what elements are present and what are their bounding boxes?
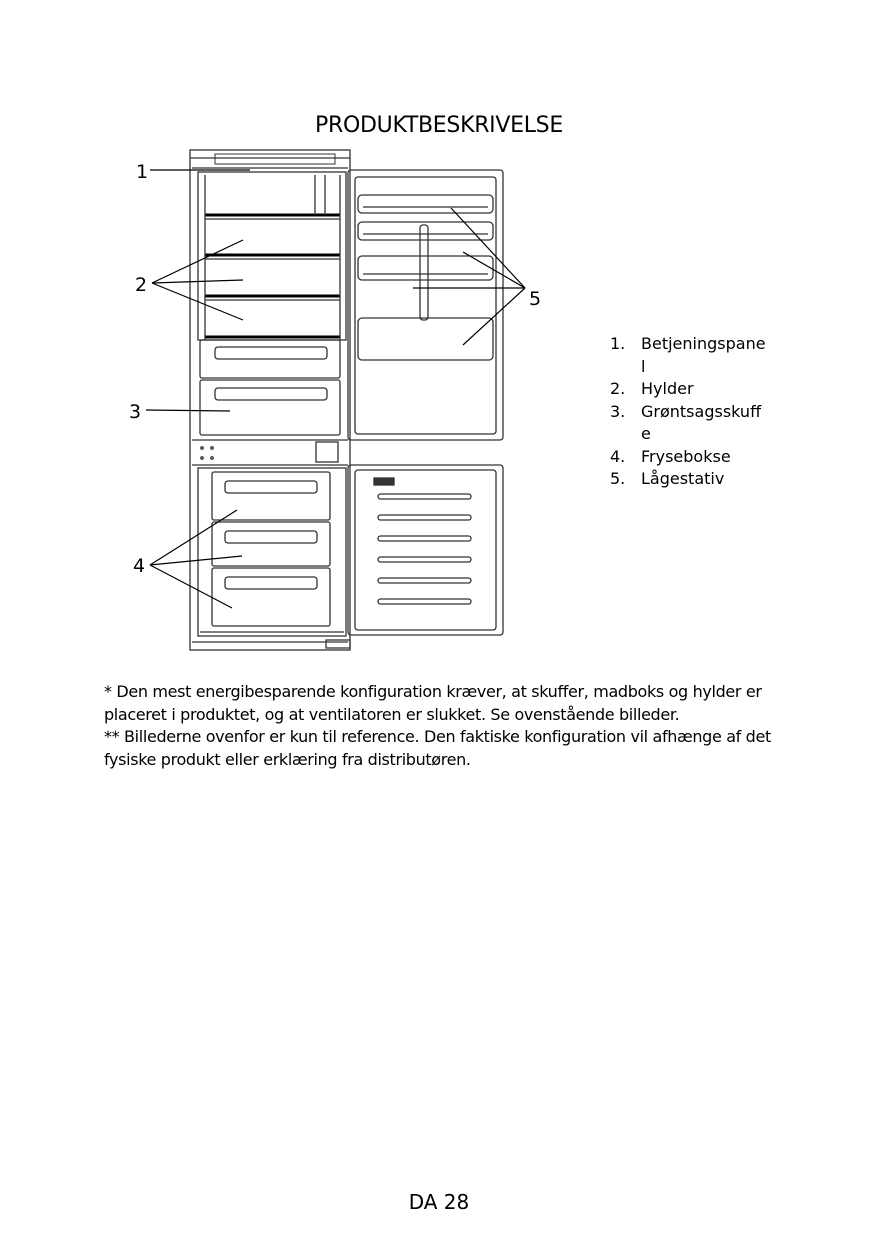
note-energy: * Den mest energibesparende konfiguration kræver, at skuffer, madboks og hylder er placeret i produktet, og at ventilatoren er slukket. Se ovenstående billeder. bbox=[104, 682, 762, 724]
callout-2: 2 bbox=[135, 274, 148, 296]
freezer-door bbox=[348, 465, 503, 635]
leader-lines bbox=[146, 170, 525, 608]
callout-4: 4 bbox=[133, 555, 146, 577]
legend-item: 1. Betjeningspanel bbox=[610, 334, 766, 376]
control-panel bbox=[215, 154, 335, 164]
page-number: DA 28 bbox=[408, 1190, 470, 1214]
component-legend bbox=[610, 333, 810, 491]
legend-item: 4. Frysebokse bbox=[610, 446, 731, 466]
shelves bbox=[205, 215, 340, 337]
legend-item: 3. Grøntsagsskuffe bbox=[610, 401, 762, 443]
page-title: PRODUKTBESKRIVELSE bbox=[315, 113, 563, 138]
callout-5: 5 bbox=[529, 288, 542, 310]
freezer-door-grooves bbox=[378, 494, 471, 604]
callout-1: 1 bbox=[136, 161, 149, 183]
freezer-drawer-1 bbox=[212, 472, 330, 520]
callout-3: 3 bbox=[129, 401, 142, 423]
note-reference: ** Billederne ovenfor er kun til reference. Den faktiske konfiguration vil afhænge af det fysiske produkt eller erklæring fra distributøren. bbox=[104, 727, 771, 769]
legend-item: 2. Hylder bbox=[610, 379, 694, 398]
freezer-drawer-2 bbox=[212, 522, 330, 566]
legend-item: 5. Lågestativ bbox=[610, 469, 725, 488]
fridge-door bbox=[348, 170, 503, 440]
notes bbox=[104, 681, 794, 771]
